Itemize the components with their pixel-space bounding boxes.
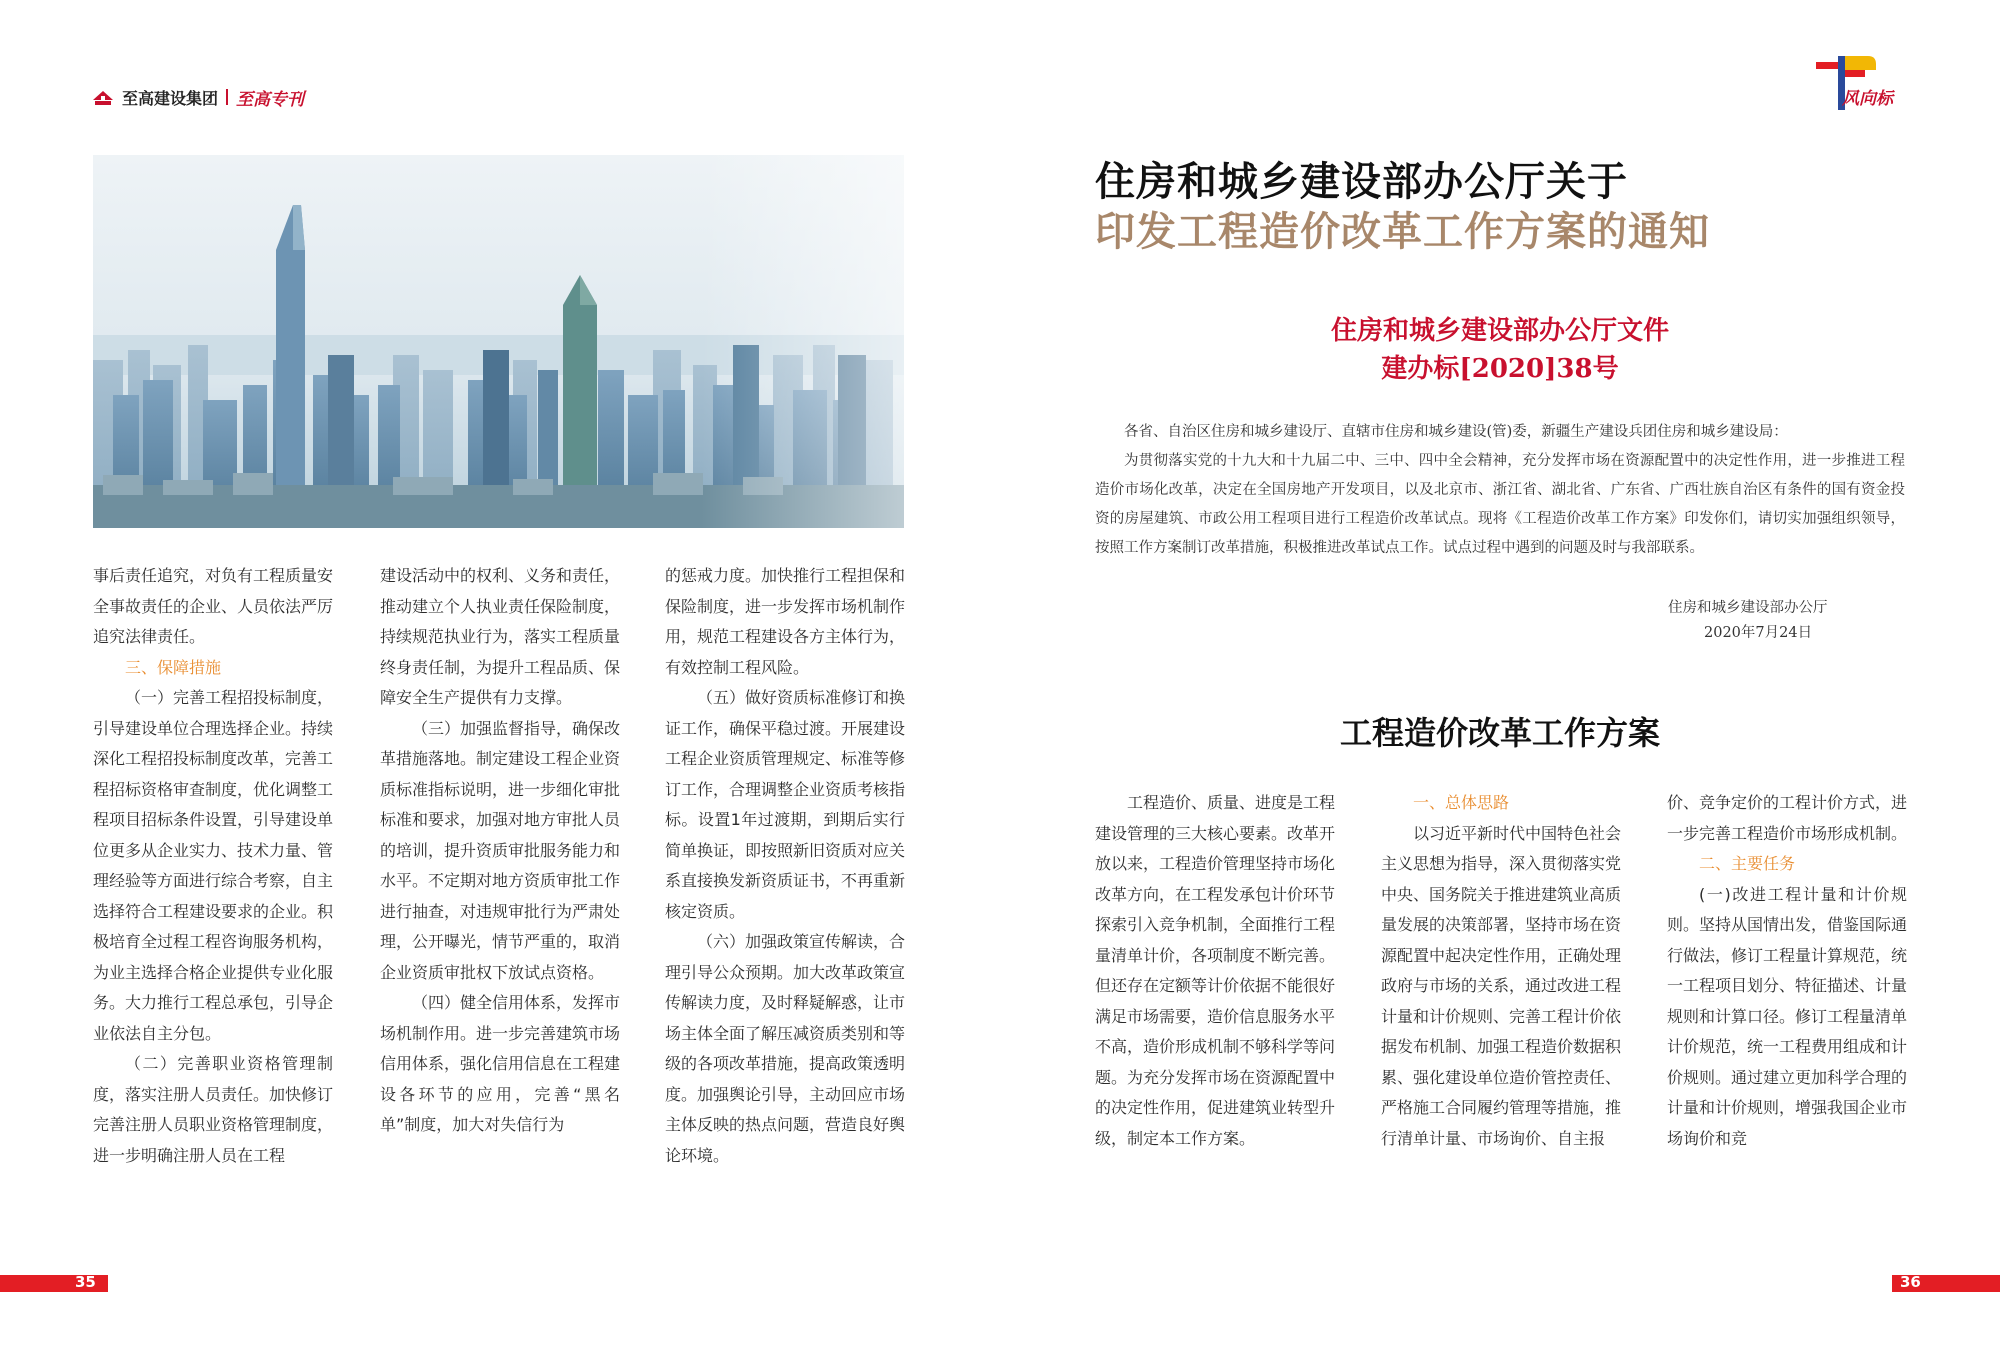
paragraph: (一)改进工程计量和计价规则。坚持从国情出发，借鉴国际通行做法，修订工程量计算规范，统一工程项目划分、特征描述、计量规则和计算口径。修订工程量清单计价规范，统一工程费用组成和计价规则。通过建立更加科学合理的计量和计价规则，增强我国企业市场询价和竞 [1667, 884, 1908, 1148]
journal-title: 至高专刊 [236, 89, 305, 110]
paragraph: （二）完善职业资格管理制度，落实注册人员责任。加快修订完善注册人员职业资格管理制度，进一步明确注册人员在工程 [93, 1054, 334, 1165]
document-issuer: 住房和城乡建设部办公厅文件 [1330, 316, 1669, 346]
paragraph: 事后责任追究，对负有工程质量安全事故责任的企业、人员依法严厉追究法律责任。 [93, 566, 334, 646]
left-page-column-3 [665, 561, 905, 1171]
right-page-column-1 [1095, 788, 1335, 1154]
column-tag-badge [1816, 52, 1916, 108]
signature-date: 2020年7月24日 [1704, 625, 1813, 641]
article-title-line-1: 住房和城乡建设部办公厅关于 [1095, 159, 1628, 205]
right-page-column-3 [1667, 788, 1907, 1154]
paragraph: （三）加强监督指导，确保改革措施落地。制定建设工程企业资质标准指标说明，进一步细化审批标准和要求，加强对地方审批人员的培训，提升资质审批服务能力和水平。不定期对地方资质审批工作进行抽查，对违规审批行为严肃处理，公开曝光，情节严重的，取消企业资质审批权下放试点资格。 [380, 718, 621, 982]
paragraph: 价、竞争定价的工程计价方式，进一步完善工程造价市场形成机制。 [1667, 793, 1908, 843]
notice-body: 为贯彻落实党的十九大和十九届二中、三中、四中全会精神，充分发挥市场在资源配置中的决定性作用，进一步推进工程造价市场化改革，决定在全国房地产开发项目，以及北京市、浙江省、湖北省、广东省、广西壮族自治区有条件的国有资金投资的房屋建筑、市政公用工程项目进行工程造价改革试点。现将《工程造价改革工作方案》印发你们，请切实加强组织领导，按照工作方案制订改革措施，积极推进改革试点工作。试点过程中遇到的问题及时与我部联系。 [1095, 453, 1905, 556]
header-divider [226, 89, 228, 105]
publication-header [92, 84, 304, 110]
left-page-column-2 [380, 561, 620, 1141]
plan-title: 工程造价改革工作方案 [1339, 714, 1660, 752]
paragraph: 建设活动中的权利、义务和责任，推动建立个人执业责任保险制度，持续规范执业行为，落实工程质量终身责任制，为提升工程品质、保障安全生产提供有力支撑。 [380, 566, 621, 707]
right-page-column-2 [1381, 788, 1621, 1154]
paragraph: 以习近平新时代中国特色社会主义思想为指导，深入贯彻落实党中央、国务院关于推进建筑业高质量发展的决策部署，坚持市场在资源配置中起决定性作用，正确处理政府与市场的关系，通过改进工程计量和计价规则、完善工程计价依据发布机制、加强工程造价数据积累、强化建设单位造价管控责任、严格施工合同履约管理等措施，推行清单计量、市场询价、自主报 [1381, 823, 1622, 1148]
publication-name: 至高建设集团 [122, 88, 219, 108]
paragraph: 的惩戒力度。加快推行工程担保和保险制度，进一步发挥市场机制作用，规范工程建设各方主体行为，有效控制工程风险。 [665, 566, 906, 677]
company-logo-icon [92, 88, 114, 106]
paragraph: （四）健全信用体系，发挥市场机制作用。进一步完善建筑市场信用体系，强化信用信息在工程建设各环节的应用，完善“黑名单”制度，加大对失信行为 [380, 993, 621, 1134]
notice-text [1095, 418, 1905, 563]
document-number: 建办标[2020]38号 [1381, 354, 1619, 384]
article-title-line-2: 印发工程造价改革工作方案的通知 [1095, 209, 1710, 255]
notice-addressee: 各省、自治区住房和城乡建设厅、直辖市住房和城乡建设(管)委，新疆生产建设兵团住房和城乡建设局： [1124, 424, 1788, 440]
paragraph: （五）做好资质标准修订和换证工作，确保平稳过渡。开展建设工程企业资质管理规定、标准等修订工作，合理调整企业资质考核指标。设置1年过渡期，到期后实行简单换证，即按照新旧资质对应关系直接换发新资质证书，不再重新核定资质。 [665, 688, 906, 921]
city-skyline-photo [93, 155, 904, 528]
paragraph: （六）加强政策宣传解读，合理引导公众预期。加大改革政策宣传解读力度，及时释疑解惑，让市场主体全面了解压减资质类别和等级的各项改革措施，提高政策透明度。加强舆论引导，主动回应市场主体反映的热点问题，营造良好舆论环境。 [665, 932, 906, 1165]
column-tag-label: 风向标 [1842, 89, 1893, 109]
section-heading: 二、主要任务 [1699, 854, 1796, 873]
section-heading: 一、总体思路 [1413, 793, 1510, 812]
section-heading: 三、保障措施 [125, 657, 222, 677]
signature: 住房和城乡建设部办公厅 [1668, 600, 1828, 616]
paragraph: （一）完善工程招投标制度，引导建设单位合理选择企业。持续深化工程招投标制度改革，完善工程招标资格审查制度，优化调整工程项目招标条件设置，引导建设单位更多从企业实力、技术力量、管理经验等方面进行综合考察，自主选择符合工程建设要求的企业。积极培育全过程工程咨询服务机构，为业主选择合格企业提供专业化服务。大力推行工程总承包，引导企业依法自主分包。 [93, 688, 334, 1043]
left-page-column-1 [93, 561, 333, 1171]
paragraph: 工程造价、质量、进度是工程建设管理的三大核心要素。改革开放以来，工程造价管理坚持市场化改革方向，在工程发承包计价环节探索引入竞争机制，全面推行工程量清单计价，各项制度不断完善。但还存在定额等计价依据不能很好满足市场需要，造价信息服务水平不高，造价形成机制不够科学等问题。为充分发挥市场在资源配置中的决定性作用，促进建筑业转型升级，制定本工作方案。 [1095, 793, 1336, 1148]
page-number-left: 35 [75, 1273, 96, 1291]
page-number-right: 36 [1900, 1273, 1921, 1291]
